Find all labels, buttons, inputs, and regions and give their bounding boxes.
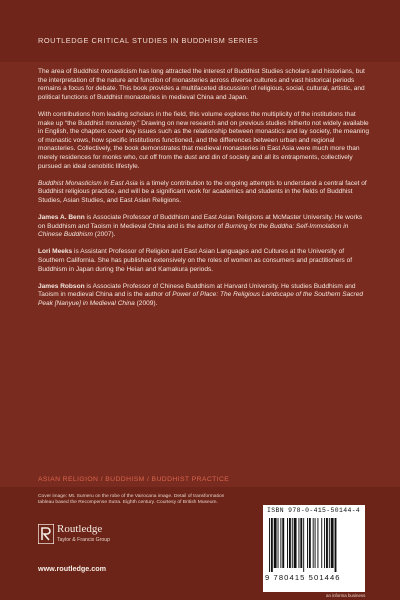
routledge-logo-icon xyxy=(38,524,54,544)
barcode-bar xyxy=(300,518,302,568)
barcode-bar xyxy=(282,518,284,568)
publisher-name: Routledge xyxy=(57,523,103,535)
editor-name: Lori Meeks xyxy=(38,248,73,256)
series-header xyxy=(0,0,400,62)
editor-bio-text-end: (2009). xyxy=(134,300,158,308)
barcode-bar xyxy=(292,518,293,568)
description-paragraph-3 xyxy=(38,180,370,206)
barcode-bar xyxy=(321,518,322,568)
editor-name: James A. Benn xyxy=(38,214,85,222)
editor-bio-text-end: (2007). xyxy=(92,231,116,239)
barcode-bar xyxy=(313,518,314,568)
barcode-bar xyxy=(289,518,291,568)
editor-name: James Robson xyxy=(38,282,85,290)
barcode-bar xyxy=(309,518,311,568)
barcode-bar xyxy=(278,518,279,568)
editor-bio-robson xyxy=(38,283,370,309)
publisher-group: Taylor & Francis Group xyxy=(57,537,111,543)
barcode-icon xyxy=(269,518,359,572)
barcode-bar xyxy=(307,518,308,568)
barcode-bar xyxy=(335,518,337,572)
description-paragraph-2: With contributions from leading scholars in the field, this volume explores the multiplicity of the institutions that make up “the Buddhist monastery.” Drawing on new research and on previous studies hitherto not widely available in English, the chapters cover key issues such as the relationship between monastics and lay society, the meaning of monastic vows, how specific institutions functioned, and the differences between urban and regional monasteries. Collectively, the book demonstrates that medieval monasteries in East Asia were much more than merely residences for monks who, cut off from the dust and din of society and all its entrapments, collectively pursued an ideal cenobitic lifestyle. xyxy=(38,110,370,170)
barcode-bar xyxy=(326,518,328,568)
editor-bio-benn xyxy=(38,214,370,240)
barcode-box xyxy=(263,505,365,592)
barcode-bar xyxy=(303,518,304,572)
publisher-website[interactable]: www.routledge.com xyxy=(38,564,107,573)
book-title: Buddhist Monasticism in East Asia xyxy=(38,179,138,187)
editor-bio-text: is Associate Professor of Chinese Buddhism at Harvard University. He studies Buddhism and Taoism in medieval China and is the author of xyxy=(38,282,356,299)
editor-bio-text: is Assistant Professor of Religion and East Asian Languages and Cultures at the University of Southern California. She has published extensively on the roles of women as consumers and practitioners of Buddhism in Japan during the Heian and Kamakura periods. xyxy=(38,248,353,273)
barcode-bar xyxy=(331,518,334,568)
editor-bio-meeks xyxy=(38,248,370,274)
barcode-digits: 9 780415 501446 xyxy=(265,573,341,582)
barcode-bar xyxy=(298,518,299,568)
editor-book-title: Power of Place: The Religious Landscape of the Southern Sacred Peak [Nanyue] in Medieval China xyxy=(38,291,364,308)
description-paragraph-1: The area of Buddhist monasticism has long attracted the interest of Buddhist Studies scholars and historians, but the interpretation of the nature and function of monasteries across diverse cultures and vast historical periods remains a focus for debate. This book provides a multifaceted discussion of religious, social, cultural, artistic, and political functions of Buddhist monasteries in medieval China and Japan. xyxy=(38,68,365,101)
barcode-bar xyxy=(271,518,273,572)
editor-book-title: Burning for the Buddha: Self-Immolation in Chinese Buddhism xyxy=(38,222,349,239)
barcode-bar xyxy=(317,518,318,568)
barcode-bar xyxy=(329,518,330,568)
barcode-bar xyxy=(315,518,316,568)
imprint-note: an informa business xyxy=(326,593,366,598)
subject-categories: ASIAN RELIGION / BUDDHISM / BUDDHIST PRACTICE xyxy=(38,476,230,483)
barcode-bar xyxy=(324,518,325,568)
barcode-bar xyxy=(274,518,277,568)
cover-image-credit: Cover image: Mt. Sumeru on the robe of the Vairocana image. Detail of transformation tableau based the Recompense Sutra. Eighth century. Courtesy of British Museum. xyxy=(38,494,225,506)
barcode-bar xyxy=(269,518,270,572)
isbn-label: ISBN 978-0-415-50144-4 xyxy=(267,507,361,514)
series-title: ROUTLEDGE CRITICAL STUDIES IN BUDDHISM SERIES xyxy=(38,36,259,45)
editor-bio-text: is Associate Professor of Buddhism and East Asian Religions at McMaster University. He works on Buddhism and Taoism in Medieval China and is the author of xyxy=(38,214,363,230)
description-paragraph-3-text: is a timely contribution to the ongoing attempts to understand a central facet of Buddhist religious practice, and will be a significant work for academics and students in the fields of Buddhist Studies, Asian Studies, and East Asian Religions. xyxy=(38,179,367,204)
barcode-bar xyxy=(294,518,297,568)
barcode-bar xyxy=(287,518,288,568)
barcode-bar xyxy=(280,518,281,568)
back-cover-text xyxy=(38,68,370,317)
